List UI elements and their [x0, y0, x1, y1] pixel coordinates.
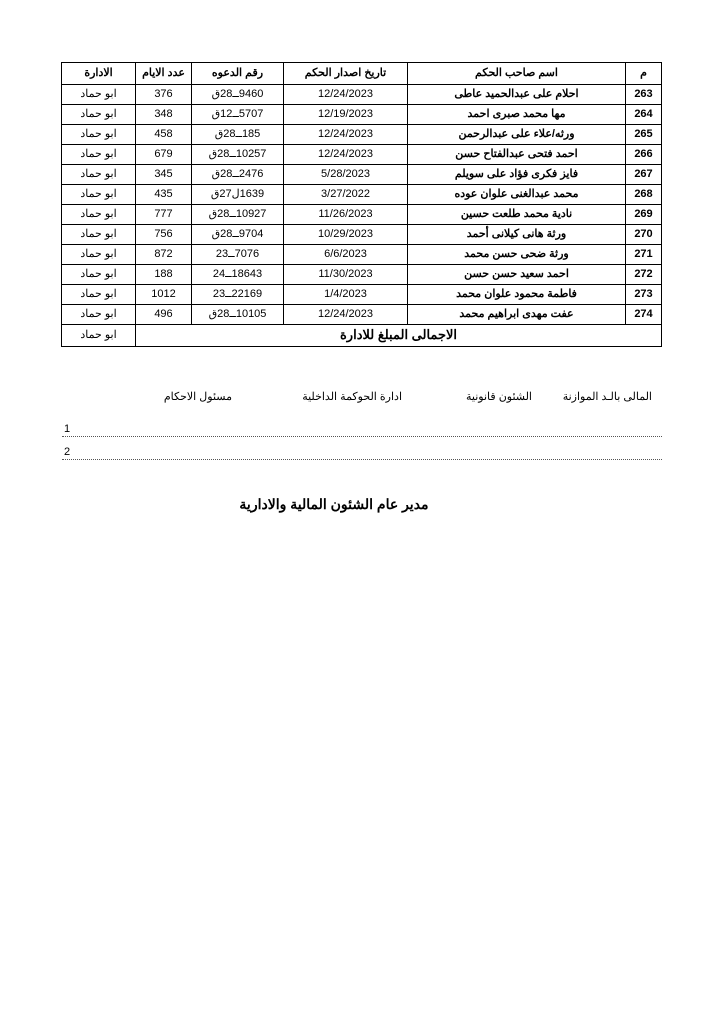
table-row: [62, 145, 662, 165]
cell-case-number: 22169ــ23: [192, 285, 284, 305]
cell-serial: 265: [626, 125, 662, 145]
cell-department: ابو حماد: [62, 85, 136, 105]
cell-days: 1012: [136, 285, 192, 305]
cell-name: احمد سعيد حسن حسن: [408, 265, 626, 285]
cell-serial: 271: [626, 245, 662, 265]
cell-department: ابو حماد: [62, 285, 136, 305]
cell-department: ابو حماد: [62, 245, 136, 265]
table-body: [62, 85, 662, 347]
table-row: [62, 185, 662, 205]
cell-department: ابو حماد: [62, 265, 136, 285]
note-line: [62, 414, 662, 437]
cell-name: مها محمد صبرى احمد: [408, 105, 626, 125]
judgments-table: [61, 62, 662, 347]
signature-label-judgments-officer: مسئول الاحكام: [163, 391, 232, 403]
footer-title: مدير عام الشئون المالية والادارية: [239, 496, 429, 512]
cell-serial: 269: [626, 205, 662, 225]
signature-label-finance-budget: المالى بالـد الموازنة: [562, 391, 652, 403]
cell-date: 6/6/2023: [284, 245, 408, 265]
cell-case-number: 9460ــ28ق: [192, 85, 284, 105]
cell-date: 11/26/2023: [284, 205, 408, 225]
cell-name: احمد فتحى عبدالفتاح حسن: [408, 145, 626, 165]
column-header-days: عدد الايام: [136, 63, 192, 85]
column-header-date: تاريخ اصدار الحكم: [284, 63, 408, 85]
cell-case-number: 7076ــ23: [192, 245, 284, 265]
signature-row: [62, 390, 662, 408]
cell-date: 12/24/2023: [284, 145, 408, 165]
cell-date: 3/27/2022: [284, 185, 408, 205]
cell-case-number: 185ــ28ق: [192, 125, 284, 145]
cell-case-number: 1639ل27ق: [192, 185, 284, 205]
cell-date: 12/24/2023: [284, 85, 408, 105]
table-row: [62, 245, 662, 265]
cell-days: 348: [136, 105, 192, 125]
cell-serial: 263: [626, 85, 662, 105]
table-row: [62, 305, 662, 325]
column-header-serial: م: [626, 63, 662, 85]
cell-date: 1/4/2023: [284, 285, 408, 305]
table-header-row: [62, 63, 662, 85]
table-header: [62, 63, 662, 85]
cell-department: ابو حماد: [62, 305, 136, 325]
cell-case-number: 10927ــ28ق: [192, 205, 284, 225]
cell-serial: 264: [626, 105, 662, 125]
cell-days: 345: [136, 165, 192, 185]
cell-name: ورثة ضحى حسن محمد: [408, 245, 626, 265]
cell-days: 376: [136, 85, 192, 105]
table-total-row: [62, 325, 662, 347]
cell-department: ابو حماد: [62, 205, 136, 225]
cell-department: ابو حماد: [62, 105, 136, 125]
cell-date: 10/29/2023: [284, 225, 408, 245]
cell-name: احلام على عبدالحميد عاطى: [408, 85, 626, 105]
cell-serial: 266: [626, 145, 662, 165]
cell-days: 872: [136, 245, 192, 265]
cell-days: 435: [136, 185, 192, 205]
cell-serial: 270: [626, 225, 662, 245]
cell-days: 496: [136, 305, 192, 325]
cell-date: 12/24/2023: [284, 125, 408, 145]
note-number: 2: [64, 446, 71, 458]
table-row: [62, 165, 662, 185]
table-row: [62, 105, 662, 125]
cell-serial: 267: [626, 165, 662, 185]
total-department: ابو حماد: [62, 325, 136, 347]
cell-days: 679: [136, 145, 192, 165]
cell-serial: 274: [626, 305, 662, 325]
cell-name: فاطمة محمود علوان محمد: [408, 285, 626, 305]
note-line: [62, 437, 662, 460]
cell-name: فايز فكرى فؤاد على سويلم: [408, 165, 626, 185]
cell-serial: 273: [626, 285, 662, 305]
cell-case-number: 2476ــ28ق: [192, 165, 284, 185]
cell-case-number: 5707ــ12ق: [192, 105, 284, 125]
cell-case-number: 18643ــ24: [192, 265, 284, 285]
cell-days: 458: [136, 125, 192, 145]
cell-department: ابو حماد: [62, 145, 136, 165]
table-row: [62, 85, 662, 105]
cell-department: ابو حماد: [62, 165, 136, 185]
cell-days: 777: [136, 205, 192, 225]
note-number: 1: [64, 423, 71, 435]
cell-name: محمد عبدالغنى علوان عوده: [408, 185, 626, 205]
column-header-case-number: رقم الدعوه: [192, 63, 284, 85]
table-row: [62, 225, 662, 245]
column-header-name: اسم صاحب الحكم: [408, 63, 626, 85]
cell-case-number: 10105ــ28ق: [192, 305, 284, 325]
cell-case-number: 9704ــ28ق: [192, 225, 284, 245]
column-header-department: الادارة: [62, 63, 136, 85]
judgments-table-container: [62, 62, 662, 347]
cell-name: ورثة هانى كيلانى أحمد: [408, 225, 626, 245]
cell-name: عفت مهدى ابراهيم محمد: [408, 305, 626, 325]
cell-department: ابو حماد: [62, 225, 136, 245]
cell-case-number: 10257ــ28ق: [192, 145, 284, 165]
signature-label-legal-affairs: الشئون قانونية: [466, 391, 532, 403]
table-row: [62, 285, 662, 305]
total-label: الاجمالى المبلغ للادارة: [136, 325, 662, 347]
table-row: [62, 265, 662, 285]
cell-name: ورثه/علاء على عبدالرحمن: [408, 125, 626, 145]
signature-label-internal-governance: ادارة الحوكمة الداخلية: [302, 391, 402, 403]
cell-serial: 272: [626, 265, 662, 285]
table-row: [62, 125, 662, 145]
cell-department: ابو حماد: [62, 185, 136, 205]
cell-date: 12/19/2023: [284, 105, 408, 125]
cell-date: 11/30/2023: [284, 265, 408, 285]
cell-name: نادية محمد طلعت حسين: [408, 205, 626, 225]
table-row: [62, 205, 662, 225]
cell-date: 5/28/2023: [284, 165, 408, 185]
cell-department: ابو حماد: [62, 125, 136, 145]
cell-days: 188: [136, 265, 192, 285]
cell-date: 12/24/2023: [284, 305, 408, 325]
cell-serial: 268: [626, 185, 662, 205]
cell-days: 756: [136, 225, 192, 245]
notes-lines: [62, 414, 662, 460]
